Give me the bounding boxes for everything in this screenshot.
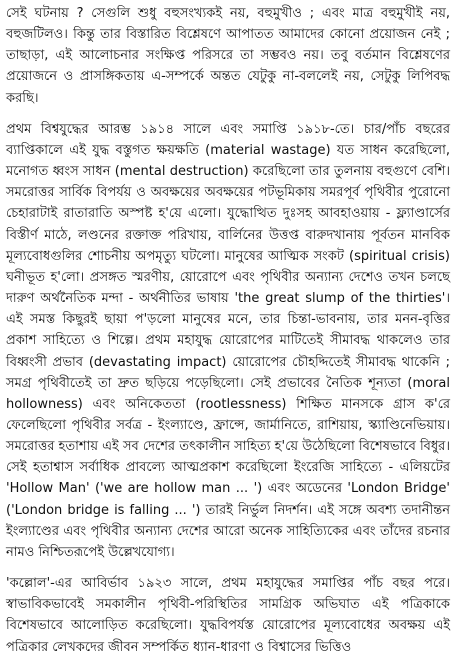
paragraph-kallol: 'কল্লোল'-এর আবির্ভাব ১৯২৩ সালে, প্রথম মহাযুদ্ধের সমাপ্তির পাঁচ বছর পরে। স্বাভাবিকভাবেই সমকালীন পৃথিবী-পরিস্থিতির সামগ্রিক অভিঘাত এই পত্রিকাকে বিশেষভাবে আলোড়িত করেছিলো। যুদ্ধবিপর্যস্ত য়োরোপের মূল্যবোধের অবক্ষয় এই পত্রিকার লেখকদের জীবন সম্পর্কিত ধ্যান-ধারণা ও বিশ্বাসের ভিত্তিও: [6, 576, 450, 655]
paragraph-world-war: প্রথম বিশ্বযুদ্ধের আরম্ভ ১৯১৪ সালে এবং সমাপ্তি ১৯১৮-তে। চার/পাঁচ বছরের ব্যাপ্তিকালে এই যুদ্ধ বস্তুগত ক্ষয়ক্ষতি (material wastage) যত সাধন করেছিলো, মনোগত ধ্বংস সাধন (mental destruction) করেছিলো তার তুলনায় বহুগুণে বেশি। সমরোত্তর সার্বিক বিপর্যয় ও অবক্ষয়ের অবক্ষয়ের পটভূমিকায় সমরপূর্ব পৃথিবীর পুরোনো চেহারাটাই রাতারাতি অস্পষ্ট হ'য়ে এলো। যুদ্ধোত্থিত দুঃসহ আবহাওয়ায় - ফ্ল্যাণ্ডার্সের বিস্তীর্ণ মাঠে, লণ্ডনের রক্তাক্ত পরিখায়, বার্লিনের উত্তপ্ত বারুদখানায় পূর্বতন মানবিক মূল্যবোধগুলির শোচনীয় অপমৃত্যু ঘটলো। মানুষের আত্মিক সংকট (spiritual crisis) ঘনীভূত হ'লো। প্রসঙ্গত স্মরণীয়, য়োরোপে এবং পৃথিবীর অন্যান্য দেশেও তখন চলছে দারুণ অর্থনৈতিক মন্দা - অর্থনীতির ভাষায় 'the great slump of the thirties'। এই সমস্ত কিছুরই ছায়া প'ড়লো মানুষের মনে, তার চিন্তা-ভাবনায়, তার মনন-বৃত্তির প্রকাশ সাহিত্যে ও শিল্পে। প্রথম মহাযুদ্ধ য়োরোপের মাটিতেই সীমাবদ্ধ থাকলেও তার বিধ্বংসী প্রভাব (devastating impact) য়োরোপের চৌহদ্দিতেই সীমাবদ্ধ থাকেনি ; সমগ্র পৃথিবীতেই তা দ্রুত ছড়িয়ে পড়েছিলো। সেই প্রভাবের নৈতিক শূন্যতা (moral hollowness) এবং অনিকেততা (rootlessness) শিক্ষিত মানসকে গ্রাস ক'রে ফেলেছিলো পৃথিবীর সর্বত্র - ইংল্যাণ্ডে, ফ্রান্সে, জার্মানিতে, রাশিয়ায়, স্ক্যাণ্ডিনেভিয়ায়। সমরোত্তর হতাশায় এই সব দেশের তৎকালীন সাহিত্য হ'য়ে উঠেছিলো বিশেষভাবে বিধুর। সেই হতাশ্বাস সর্বাধিক প্রাবল্যে আত্মপ্রকাশ করেছিলো ইংরেজি সাহিত্যে - এলিয়টের 'Hollow Man' ('we are hollow man ... ') এবং অডেনের 'London Bridge' ('London bridge is falling ... ') তারই নির্ভুল নিদর্শন। এই সঙ্গে অবশ্য তদানীন্তন ইংল্যাণ্ডের এবং পৃথিবীর অন্যান্য দেশের আরো অনেক সাহিত্যিকের এবং তাঁদের রচনার নামও নিশ্চিতরূপেই উল্লেখযোগ্য।: [6, 121, 450, 560]
paragraph-intro: সেই ঘটনায় ? সেগুলি শুধু বহুসংখ্যকই নয়, বহুমুখীও ; এবং মাত্র বহুমুখীই নয়, বহুজটিলও। কিন্তু তার বিস্তারিত বিশ্লেষণে আপাতত আমাদের কোনো প্রয়োজন নেই ; তাছাড়া, এই আলোচনার সংক্ষিপ্ত পরিসরে তা সম্ভবও নয়। তবু বর্তমান বিশ্লেষণের প্রয়োজনে ও প্রাসঙ্গিকতায় এ-সম্পর্কে অন্তত যেটুকু না-বললেই নয়, সেটুকু লিপিবদ্ধ করছি।: [6, 6, 450, 106]
